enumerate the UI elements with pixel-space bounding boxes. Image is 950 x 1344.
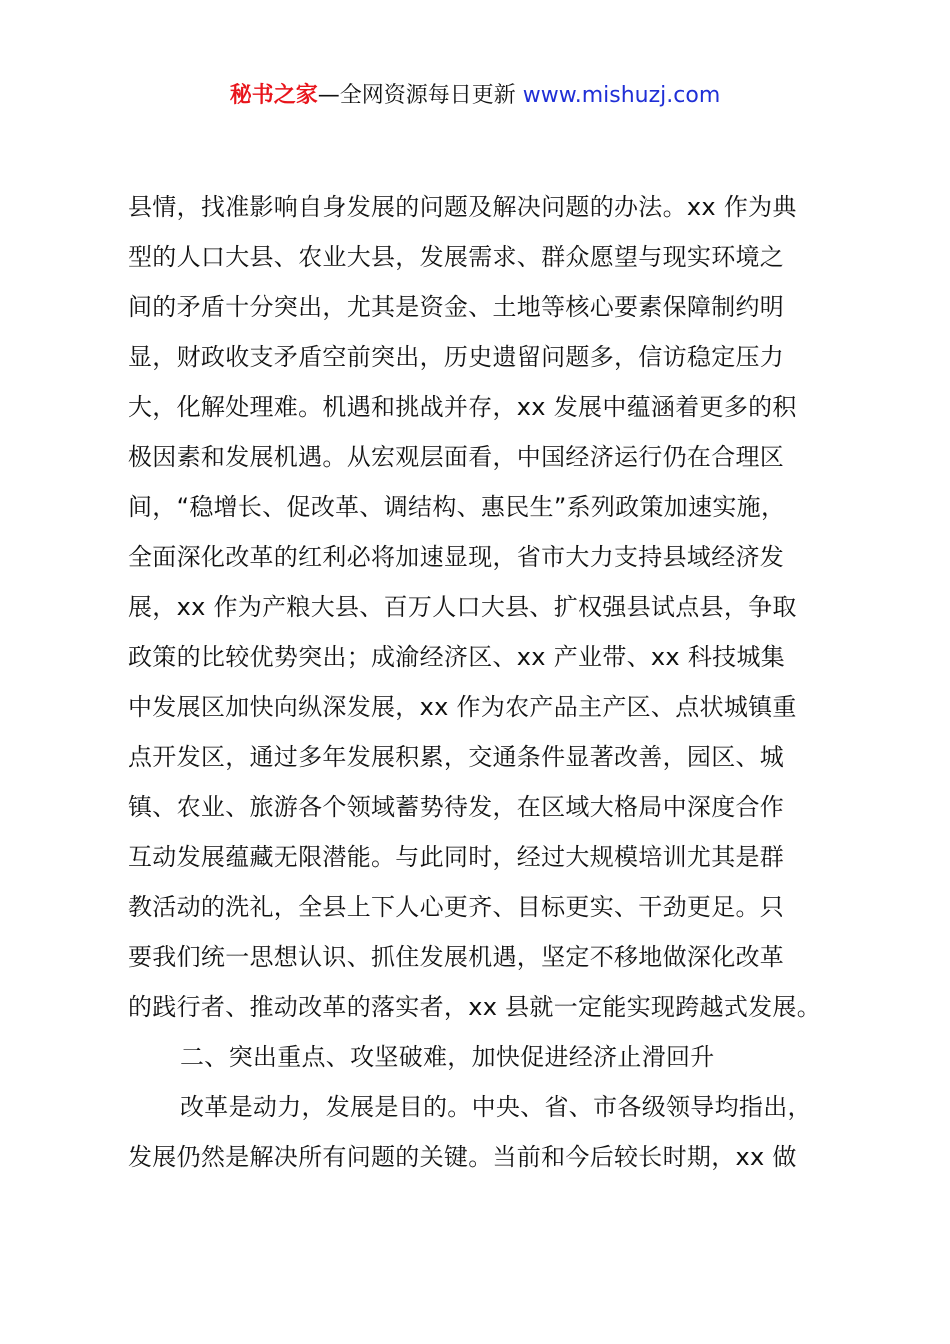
text-line: 改革是动力，发展是目的。中央、省、市各级领导均指出， (180, 1093, 812, 1121)
text-line: 间，“稳增长、促改革、调结构、惠民生”系列政策加速实施， (128, 493, 786, 521)
brand-name: 秘书之家 (229, 83, 318, 108)
text-line: 要我们统一思想认识、抓住发展机遇，坚定不移地做深化改革 (128, 943, 785, 971)
section-heading: 二、突出重点、攻坚破难，加快促进经济止滑回升 (180, 1043, 715, 1071)
text-line: 中发展区加快向纵深发展，xx 作为农产品主产区、点状城镇重 (128, 693, 797, 721)
text-line: 互动发展蕴藏无限潜能。与此同时，经过大规模培训尤其是群 (128, 843, 785, 871)
text-line: 全面深化改革的红利必将加速显现，省市大力支持县域经济发 (128, 543, 785, 571)
text-line: 的践行者、推动改革的落实者，xx 县就一定能实现跨越式发展。 (128, 993, 822, 1021)
text-line: 极因素和发展机遇。从宏观层面看，中国经济运行仍在合理区 (128, 443, 785, 471)
text-line: 大，化解处理难。机遇和挑战并存，xx 发展中蕴涵着更多的积 (128, 393, 797, 421)
text-line: 间的矛盾十分突出，尤其是资金、土地等核心要素保障制约明 (128, 293, 785, 321)
site-url-link[interactable]: www.mishuzj.com (522, 83, 721, 108)
text-line: 显，财政收支矛盾空前突出，历史遗留问题多，信访稳定压力 (128, 343, 785, 371)
text-line: 型的人口大县、农业大县，发展需求、群众愿望与现实环境之 (128, 243, 785, 271)
text-line: 点开发区，通过多年发展积累，交通条件显著改善，园区、城 (128, 743, 785, 771)
site-header (0, 78, 950, 114)
text-line: 教活动的洗礼，全县上下人心更齐、目标更实、干劲更足。只 (128, 893, 785, 921)
text-line: 县情，找准影响自身发展的问题及解决问题的办法。xx 作为典 (128, 193, 797, 221)
document-body (128, 182, 848, 1182)
header-slogan: —全网资源每日更新 (317, 83, 523, 108)
text-line: 发展仍然是解决所有问题的关键。当前和今后较长时期，xx 做 (128, 1143, 797, 1171)
text-line: 政策的比较优势突出；成渝经济区、xx 产业带、xx 科技城集 (128, 643, 786, 671)
text-line: 展，xx 作为产粮大县、百万人口大县、扩权强县试点县，争取 (128, 593, 797, 621)
text-line: 镇、农业、旅游各个领域蓄势待发，在区域大格局中深度合作 (128, 793, 785, 821)
